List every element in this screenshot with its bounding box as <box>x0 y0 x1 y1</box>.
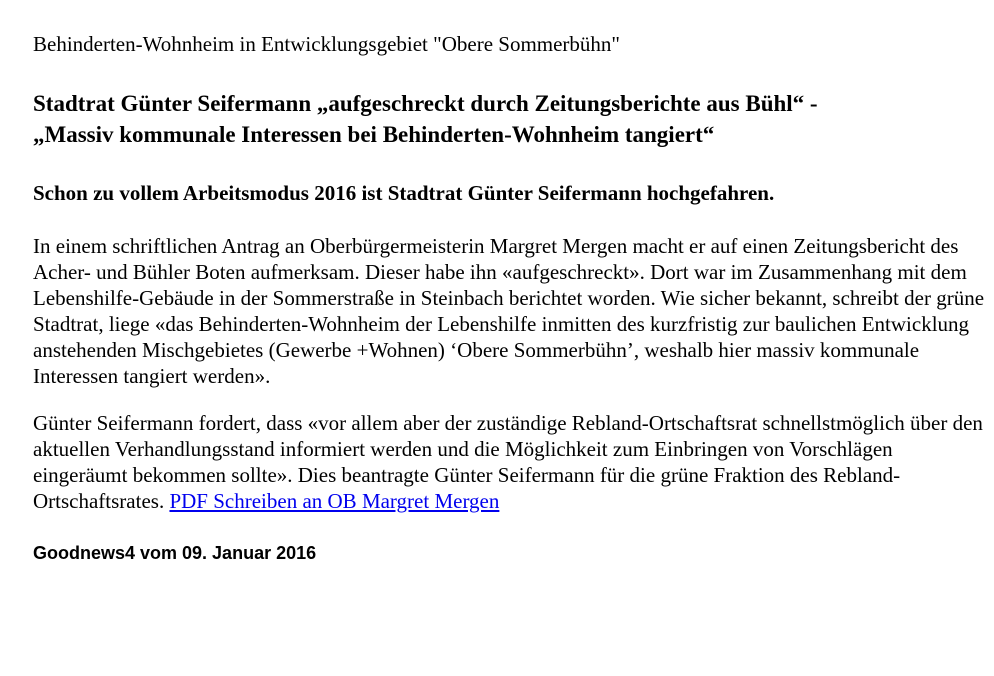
article <box>33 30 988 565</box>
article-lead: Schon zu vollem Arbeitsmodus 2016 ist Stadtrat Günter Seifermann hochgefahren. <box>33 181 775 205</box>
article-paragraph-1: In einem schriftlichen Antrag an Oberbürgermeisterin Margret Mergen macht er auf einen Zeitungsbericht des Acher- und Bühler Boten aufmerksam. Dieser habe ihn «aufgeschreckt». Dort war im Zusammenhang mit dem Lebenshilfe-Gebäude in der Sommerstraße in Steinbach berichtet worden. Wie sicher bekannt, schreibt der grüne Stadtrat, liege «das Behinderten-Wohnheim der Lebenshilfe inmitten des kurzfristig zur baulichen Entwicklung anstehenden Mischgebietes (Gewerbe +Wohnen) ‘Obere Sommerbühn’, weshalb hier massiv kommunale Interessen tangiert werden». <box>33 234 985 388</box>
source-footer: Goodnews4 vom 09. Januar 2016 <box>33 543 317 564</box>
article-paragraph-2 <box>33 411 988 515</box>
article-headline <box>33 88 988 150</box>
paragraph-2-text: Günter Seifermann fordert, dass «vor allem aber der zuständige Rebland-Ortschaftsrat schnellstmöglich über den aktuellen Verhandlungsstand informiert werden und die Möglichkeit zum Einbringen von Vorschlägen eingeräumt bekommen sollte». Dies beantragte Günter Seifermann für die grüne Fraktion des Rebland-Ortschaftsrates. <box>33 411 983 514</box>
pdf-letter-link[interactable]: PDF Schreiben an OB Margret Mergen <box>169 489 500 514</box>
headline-line-1: Stadtrat Günter Seifermann „aufgeschreckt durch Zeitungsberichte aus Bühl“ - <box>33 91 818 116</box>
article-subtitle: Behinderten-Wohnheim in Entwicklungsgebiet "Obere Sommerbühn" <box>33 32 620 56</box>
headline-line-2: „Massiv kommunale Interessen bei Behinderten-Wohnheim tangiert“ <box>33 122 715 147</box>
